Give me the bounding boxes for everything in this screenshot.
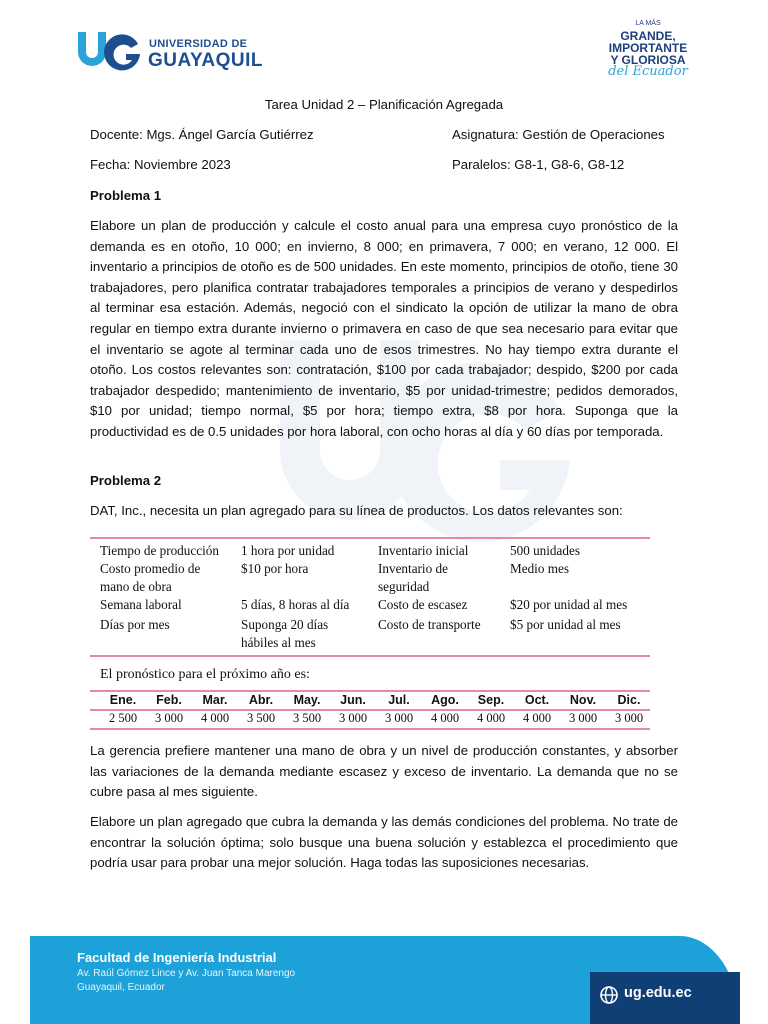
forecast-month: Nov. [569, 693, 597, 707]
table-cell: Inventario inicial [378, 543, 469, 558]
table-cell: Suponga 20 días hábiles al mes [241, 617, 329, 650]
slogan-line5: del Ecuador [608, 64, 688, 79]
forecast-month: Feb. [156, 693, 182, 707]
table-cell: 500 unidades [510, 543, 580, 558]
forecast-month: Oct. [524, 693, 550, 707]
slogan-line1: LA MÁS [635, 20, 661, 27]
table-cell: Días por mes [100, 617, 170, 632]
university-logo-icon [74, 30, 144, 72]
problem2-intro: DAT, Inc., necesita un plan agregado para su línea de productos. Los datos relevantes son: [90, 503, 623, 518]
forecast-value: 2 500 [108, 711, 138, 725]
forecast-value: 3 000 [384, 711, 414, 725]
forecast-month: Jun. [340, 693, 366, 707]
forecast-value: 4 000 [430, 711, 460, 725]
forecast-value: 4 000 [200, 711, 230, 725]
forecast-top-rule [90, 690, 650, 692]
table-cell: Costo de escasez [378, 597, 468, 612]
footer-faculty: Facultad de Ingeniería Industrial [77, 950, 277, 965]
table-cell: $5 por unidad al mes [510, 617, 621, 632]
logo-text-line1: UNIVERSIDAD DE [149, 38, 248, 50]
docente-line: Docente: Mgs. Ángel García Gutiérrez [90, 127, 314, 142]
slogan-line4: Y GLORIOSA [610, 53, 686, 67]
forecast-month: Jul. [388, 693, 410, 707]
footer-website-link[interactable]: ug.edu.ec [624, 985, 692, 1001]
table-cell: Costo promedio de mano de obra [100, 561, 201, 594]
problem2-body1: La gerencia prefiere mantener una mano de obra y un nivel de producción constantes, y absorber las variaciones de la demanda mediante escasez y exceso de inventario. La demanda que no se cubre pasa al mes siguiente. [90, 743, 678, 800]
forecast-bottom-rule [90, 728, 650, 730]
table-cell: Medio mes [510, 561, 569, 576]
slogan-logo [598, 18, 698, 78]
table-cell: Costo de transporte [378, 617, 481, 632]
slogan-line2: GRANDE, [620, 29, 676, 43]
problem1-body: Elabore un plan de producción y calcule el costo anual para una empresa cuyo pronóstico de la demanda es en otoño, 10 000; en invierno, 8 000; en primavera, 7 000; en verano, 12 000. El inventario a principios de otoño es de 500 unidades. En este momento, principios de otoño, tiene 30 trabajadores, pero planifica contratar trabajadores temporales a principios de verano y despedirlos al terminar esa estación. Además, negoció con el sindicato la opción de utilizar la mano de obra regular en tiempo extra durante invierno o primavera en caso de que sea necesario para evitar que el inventario se agote al terminar cada uno de esos trimestres. No hay tiempo extra durante el otoño. Los costos relevantes son: contratación, $100 por cada trabajador; despido, $200 por cada trabajador despedido; mantenimiento de inventario, $5 por unidad-trimestre; pedidos demorados, $10 por unidad; tiempo normal, $5 por hora; tiempo extra, $8 por hora. Suponga que la productividad es de 0.5 unidades por hora laboral, con ocho horas al día y 60 días por temporada. [90, 218, 678, 439]
globe-icon [600, 986, 618, 1004]
forecast-month: Dic. [617, 693, 641, 707]
table-cell: 5 días, 8 horas al día [241, 597, 350, 612]
forecast-month: Sep. [477, 693, 505, 707]
forecast-value: 3 000 [338, 711, 368, 725]
table-cell: Semana laboral [100, 597, 182, 612]
paralelos-line: Paralelos: G8-1, G8-6, G8-12 [452, 157, 625, 172]
slogan-line3: IMPORTANTE [608, 41, 688, 55]
forecast-value: 3 500 [292, 711, 322, 725]
forecast-month: Ene. [109, 693, 137, 707]
problem2-body2: Elabore un plan agregado que cubra la demanda y las demás condiciones del problema. No trate de encontrar la solución óptima; solo busque una buena solución y establezca el procedimiento que podría usar para probar una mejor solución. Haga todas las suposiciones necesarias. [90, 814, 678, 871]
forecast-value: 3 000 [568, 711, 598, 725]
problem2-heading: Problema 2 [90, 473, 162, 488]
forecast-value: 4 000 [522, 711, 552, 725]
forecast-month: Ago. [431, 693, 459, 707]
table-cell: $20 por unidad al mes [510, 597, 628, 612]
forecast-title: El pronóstico para el próximo año es: [100, 667, 310, 682]
forecast-value: 3 500 [246, 711, 276, 725]
forecast-value: 4 000 [476, 711, 506, 725]
table-cell: Tiempo de producción [100, 543, 219, 558]
table-cell: 1 hora por unidad [241, 543, 335, 558]
forecast-month: May. [293, 693, 321, 707]
table-top-rule [90, 537, 650, 539]
forecast-month: Abr. [248, 693, 274, 707]
logo-text-line2: GUAYAQUIL [148, 50, 264, 71]
table-cell: $10 por hora [241, 561, 309, 576]
problem1-heading: Problema 1 [90, 188, 162, 203]
footer-address1: Av. Raúl Gómez Lince y Av. Juan Tanca Marengo [77, 968, 296, 979]
document-title: Tarea Unidad 2 – Planificación Agregada [264, 97, 504, 112]
forecast-value: 3 000 [614, 711, 644, 725]
forecast-value: 3 000 [154, 711, 184, 725]
footer-address2: Guayaquil, Ecuador [77, 982, 165, 993]
fecha-line: Fecha: Noviembre 2023 [90, 157, 231, 172]
table-bottom-rule [90, 655, 650, 657]
asignatura-line: Asignatura: Gestión de Operaciones [452, 127, 665, 142]
table-cell: Inventario de seguridad [378, 561, 448, 594]
forecast-month: Mar. [202, 693, 228, 707]
